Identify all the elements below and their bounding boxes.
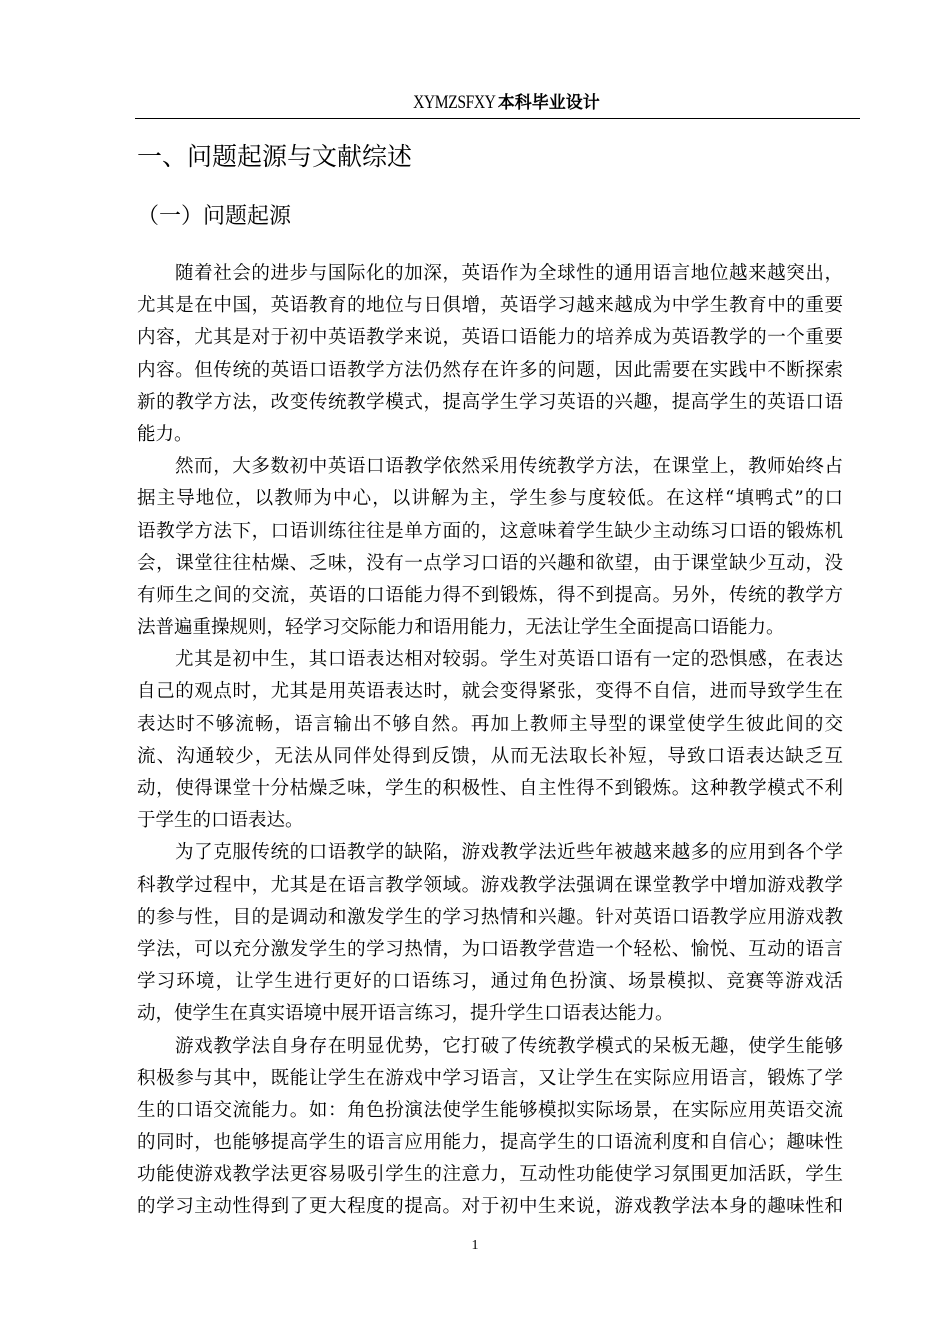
text-line: 法普遍重操规则，轻学习交际能力和语用能力，无法让学生全面提高口语能力。 xyxy=(137,617,785,639)
header-rule xyxy=(135,118,860,119)
text-line: 动，使得课堂十分枯燥乏味，学生的积极性、自主性得不到锻炼。这种教学模式不利 xyxy=(137,778,843,799)
text-line: 于学生的口语表达。 xyxy=(137,810,304,832)
text-line: 为了克服传统的口语教学的缺陷，游戏教学法近些年被越来越多的应用到各个学 xyxy=(175,842,843,864)
text-line: 尤其是在中国，英语教育的地位与日俱增，英语学习越来越成为中学生教育中的重要 xyxy=(137,295,843,317)
text-line: 据主导地位，以教师为中心，以讲解为主，学生参与度较低。在这样“填鸭式”的口 xyxy=(137,488,843,510)
text-line: 内容。但传统的英语口语教学方法仍然存在许多的问题，因此需要在实践中不断探索 xyxy=(137,359,843,381)
text-line: 的同时，也能够提高学生的语言应用能力，提高学生的口语流利度和自信心；趣味性 xyxy=(137,1132,843,1154)
paragraph xyxy=(137,1031,847,1224)
header-title: 本科毕业设计 xyxy=(497,93,600,113)
paragraph xyxy=(137,644,847,837)
body-text xyxy=(137,258,847,1224)
text-line: 自己的观点时，尤其是用英语表达时，就会变得紧张，变得不自信，进而导致学生在 xyxy=(137,681,843,703)
section-heading: （一）问题起源 xyxy=(137,204,292,229)
text-line: 的学习主动性得到了更大程度的提高。对于初中生来说，游戏教学法本身的趣味性和 xyxy=(137,1196,843,1218)
text-line: 内容，尤其是对于初中英语教学来说，英语口语能力的培养成为英语教学的一个重要 xyxy=(137,327,843,349)
text-line: 随着社会的进步与国际化的加深，英语作为全球性的通用语言地位越来越突出， xyxy=(175,263,843,284)
text-line: 科教学过程中，尤其是在语言教学领域。游戏教学法强调在课堂教学中增加游戏教学 xyxy=(137,874,843,896)
chapter-heading: 一、问题起源与文献综述 xyxy=(137,142,413,171)
text-line: 功能使游戏教学法更容易吸引学生的注意力，互动性功能使学习氛围更加活跃，学生 xyxy=(137,1164,843,1186)
text-line: 生的口语交流能力。如：角色扮演法使学生能够模拟实际场景，在实际应用英语交流 xyxy=(137,1099,843,1121)
header-code: XYMZSFXY xyxy=(413,92,496,113)
text-line: 表达时不够流畅，语言输出不够自然。再加上教师主导型的课堂使学生彼此间的交 xyxy=(137,713,843,735)
text-line: 的参与性，目的是调动和激发学生的学习热情和兴趣。针对英语口语教学应用游戏教 xyxy=(137,906,843,928)
text-line: 学习环境，让学生进行更好的口语练习，通过角色扮演、场景模拟、竞赛等游戏活 xyxy=(137,971,843,993)
text-line: 尤其是初中生，其口语表达相对较弱。学生对英语口语有一定的恐惧感，在表达 xyxy=(175,649,843,671)
page-number: 1 xyxy=(471,1238,479,1253)
text-line: 学法，可以充分激发学生的学习热情，为口语教学营造一个轻松、愉悦、互动的语言 xyxy=(137,938,843,960)
running-header xyxy=(135,92,860,114)
text-line: 然而，大多数初中英语口语教学依然采用传统教学方法，在课堂上，教师始终占 xyxy=(175,456,843,478)
text-line: 有师生之间的交流，英语的口语能力得不到锻炼，得不到提高。另外，传统的教学方 xyxy=(137,584,843,606)
text-line: 动，使学生在真实语境中展开语言练习，提升学生口语表达能力。 xyxy=(137,1003,674,1025)
text-line: 语教学方法下，口语训练往往是单方面的，这意味着学生缺少主动练习口语的锻炼机 xyxy=(137,520,843,542)
text-line: 流、沟通较少，无法从同伴处得到反馈，从而无法取长补短，导致口语表达缺乏互 xyxy=(137,745,843,767)
text-line: 会，课堂往往枯燥、乏味，没有一点学习口语的兴趣和欲望，由于课堂缺少互动，没 xyxy=(137,552,843,574)
paragraph xyxy=(137,451,847,644)
paragraph xyxy=(137,837,847,1030)
text-line: 能力。 xyxy=(137,423,193,445)
text-line: 积极参与其中，既能让学生在游戏中学习语言，又让学生在实际应用语言，锻炼了学 xyxy=(137,1067,843,1089)
paragraph xyxy=(137,258,847,451)
text-line: 游戏教学法自身存在明显优势，它打破了传统教学模式的呆板无趣，使学生能够 xyxy=(175,1035,843,1057)
text-line: 新的教学方法，改变传统教学模式，提高学生学习英语的兴趣，提高学生的英语口语 xyxy=(137,391,843,413)
